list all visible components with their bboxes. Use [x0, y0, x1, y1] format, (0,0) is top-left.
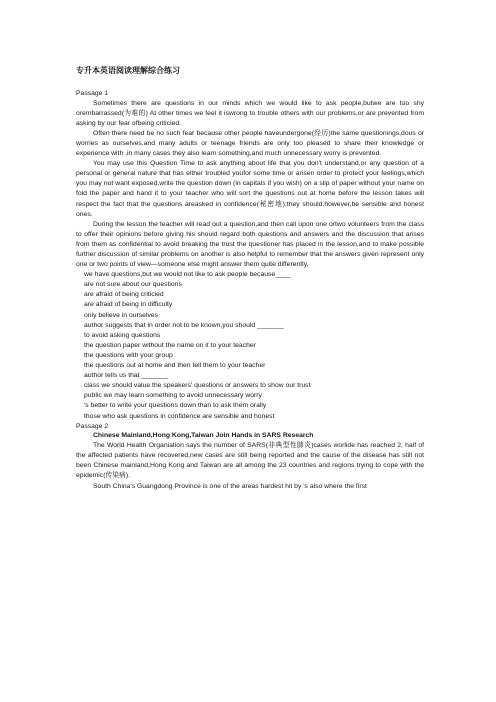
- question-item: author suggests that in order not to be known,you should _______: [84, 321, 284, 329]
- question-item: are afraid of being criticied: [84, 291, 164, 299]
- question-item: author tells us that _______: [84, 372, 168, 380]
- passage-2-heading: Chinese Mainland,Hong Kong,Taiwan Join Hands in SARS Research: [93, 432, 314, 440]
- document-title: 专升本英语阅读理解综合练习: [76, 66, 180, 75]
- question-item: we have questions,but we would not like to ask people because____: [84, 271, 291, 279]
- paragraph: Sometimes there are questions in our minds which we would like to ask people,butwe are too shy orembarrassed(为难的) At other times we feel it iswrong to trouble others with our problems,or are prevented from asking by our fear ofbeing criticied.: [76, 99, 424, 127]
- question-item: those who ask questions in confidence are sensible and honest: [84, 412, 275, 420]
- question-item: 's better to write your questions down than to ask them orally: [84, 402, 267, 410]
- paragraph: Often there need be no such fear because other people haveundergone(经历)the same questionings,dous or worries as ourselves,and many adults or teenage friends are only too pleased to share their knowledge or experience with ,in many cases they also learn something,and much unnecessary worry is prevented.: [76, 129, 424, 158]
- paragraph: South China's Guangdong Province is one of the areas hardest hit by 's also where the first: [93, 482, 367, 490]
- document-body: [76, 89, 424, 492]
- paragraph: You may use this Question Time to ask anything about life that you don't understand,or any question of a personal or general nature that has either troubled youfor some time or arisen order to protect your feelings,which you may not want exposed,write the question down (in capitals if you wish) on a slip of paper without your name on fold the paper and hand it to your teacher who will sort the questions out at home before the lesson takes will respect the fact that the questions areasked in confidence(秘密地);they should,however,be sensible and honest ones.: [76, 160, 424, 218]
- question-item: the question paper without the name on it to your teacher: [84, 341, 256, 349]
- question-list: [76, 270, 424, 421]
- question-item: are not sure about our questions: [84, 281, 182, 289]
- paragraph: During the lesson the teacher will read out a question,and then call upon one ortwo volunteers from the class to offer their opinions before giving his should regard both questions and answers and the discussion that arises from them as confidential to avoid breaking the trust the questioner has placed in the lesson,and to make possible further discussion of similar problems on another is also helpful to remember that the answers given represent only one or two points of view—someone else might answer them quite differently.: [76, 220, 424, 269]
- question-item: the questions with your group: [84, 351, 173, 359]
- passage-1-label: Passage 1: [76, 90, 109, 97]
- question-item: the questions out at home and then tell them to your teacher: [84, 362, 266, 370]
- question-item: public we may learn something to avoid unnecessary worry: [84, 392, 262, 400]
- question-item: class we should value the speakers' questions or answers to show our trust: [84, 382, 311, 390]
- question-item: to avoid asking questions: [84, 331, 161, 339]
- paragraph: The World Health Organiation says the number of SARS(非典型性肺炎)cases worlide has reached 2, half of the affected patients have recovered,new cases are still being reported and the cause of the disease has still not been Chinese mainland,Hong Kong and Taiwan are all among the 23 countries and regions trying to cope with the epidemic(传染病).: [76, 442, 424, 480]
- question-item: only believe in ourselves: [84, 311, 159, 319]
- passage-2-label: Passage 2: [76, 422, 109, 430]
- question-item: are afraid of being in difficulty: [84, 301, 173, 309]
